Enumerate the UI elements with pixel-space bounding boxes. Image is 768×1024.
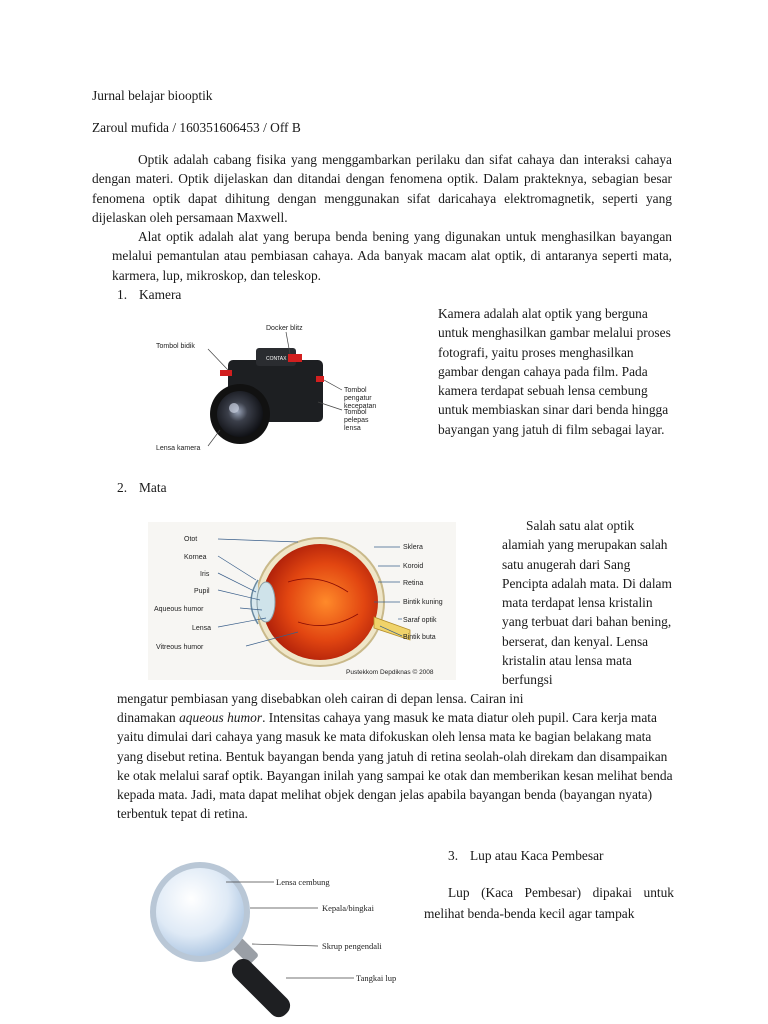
eye-label-pupil: Pupil [194,588,210,595]
eye-text-dinamakan: dinamakan [117,710,176,725]
lup-label-tangkai: Tangkai lup [356,973,397,983]
camera-body-icon [210,348,324,444]
eye-text-continued-2 [117,708,677,824]
eye-figure-credit: Pustekkom Depdiknas © 2008 [346,669,434,676]
eye-label-saraf-optik: Saraf optik [403,617,437,624]
eye-label-iris: Iris [200,571,210,578]
journal-title: Jurnal belajar biooptik [92,88,213,103]
camera-label-flash: Docker blitz [266,325,303,332]
intro-paragraph-1: Optik adalah cabang fisika yang menggambarkan perilaku dan sifat cahaya dan interaksi cahaya dengan materi. Optik dijelaskan dan ditandai dengan fenomena optik. Dalam prakteknya, sebagian besar fenomena optik dapat dihitung dengan menggunakan sifat daricahaya elektromagnetik, seperti yang dijelaskan oleh persamaan Maxwell. [92,152,672,225]
camera-label-release-3: lensa [344,425,361,432]
camera-heading: Kamera [139,287,182,302]
camera-label-speed-2: pengatur [344,395,372,402]
eye-text-remainder: . Intensitas cahaya yang masuk ke mata diatur oleh pupil. Cara kerja mata yaitu dimulai dari cahaya yang masuk ke mata difokuskan oleh lensa mata ke bagian belakang mata yang disebut retina. Bentuk bayangan benda yang jatuh di retina seolah-olah direkam dan disampaikan ke otak melalui saraf optik. Bayangan inilah yang sampai ke otak dan memberikan kesan melihat benda kepada mata. Jadi, mata dapat melihat objek dengan jelas apabila bayangan benda (bayangan nyata) terbentuk tepat di retina. [117,710,673,822]
eye-label-sklera: Sklera [403,544,423,551]
eye-text-continued-1: mengatur pembiasan yang disebabkan oleh cairan di depan lensa. Cairan ini [117,691,524,706]
author-line: Zaroul mufida / 160351606453 / Off B [92,120,301,135]
camera-label-speed-3: kecepatan [344,403,377,410]
eye-number: 2. [117,480,128,495]
magnifying-glass-icon [150,862,294,1021]
eye-label-bintik-buta: Bintik buta [403,634,436,641]
eye-text-side: Salah satu alat optik alamiah yang merupakan salah satu anugerah dari Sang Pencipta adalah mata. Di dalam mata terdapat lensa kristalin yang terbuat dari bahan bening, berserat, dan kenyal. Lensa kristalin atau lensa mata berfungsi [502,518,672,688]
camera-label-shutter: Tombol bidik [156,343,195,350]
eye-label-lensa: Lensa [192,625,212,632]
camera-brand-label: CONTAX [266,356,287,362]
camera-text: Kamera adalah alat optik yang berguna untuk menghasilkan gambar melalui proses fotografi, yaitu proses menghasilkan gambar dengan cahaya pada film. Pada kamera terdapat sebuah lensa cembung untuk membiaskan sinar dari benda hingga bayangan yang jatuh di film sebagai layar. [438,306,671,437]
lup-heading: Lup atau Kaca Pembesar [470,848,604,863]
camera-number: 1. [117,287,128,302]
camera-label-release-1: Tombol [344,409,367,416]
eye-label-retina: Retina [403,580,424,587]
camera-label-speed-1: Tombol [344,387,367,394]
camera-label-release-2: pelepas [344,417,369,424]
lup-label-kepala: Kepala/bingkai [322,903,374,913]
camera-figure [148,318,378,458]
eye-label-kornea: Kornea [184,554,207,561]
eye-label-aqueous: Aqueous humor [154,606,204,613]
eye-label-bintik-kuning: Bintik kuning [403,599,443,606]
lup-text: Lup (Kaca Pembesar) dipakai untuk melihat benda-benda kecil agar tampak [424,885,674,921]
eye-label-koroid: Koroid [403,563,424,570]
intro-paragraph-2: Alat optik adalah alat yang berupa benda bening yang digunakan untuk menghasilkan bayangan melalui pemantulan atau pembiasan cahaya. Ada banyak macam alat optik, di antaranya seperti mata, karmera, lup, mikroskop, dan teleskop. [112,229,672,283]
lup-label-lensa: Lensa cembung [276,877,330,887]
magnifier-figure [140,860,410,1024]
eye-text-aqueous-humor: aqueous humor [179,710,263,725]
lup-label-skrup: Skrup pengendali [322,941,382,951]
eye-heading: Mata [139,480,167,495]
camera-label-lens: Lensa kamera [156,445,201,452]
lup-number: 3. [448,848,459,863]
eye-label-otot: Otot [184,536,198,543]
eye-figure [148,522,456,680]
eye-label-vitreous: Vitreous humor [156,644,204,651]
